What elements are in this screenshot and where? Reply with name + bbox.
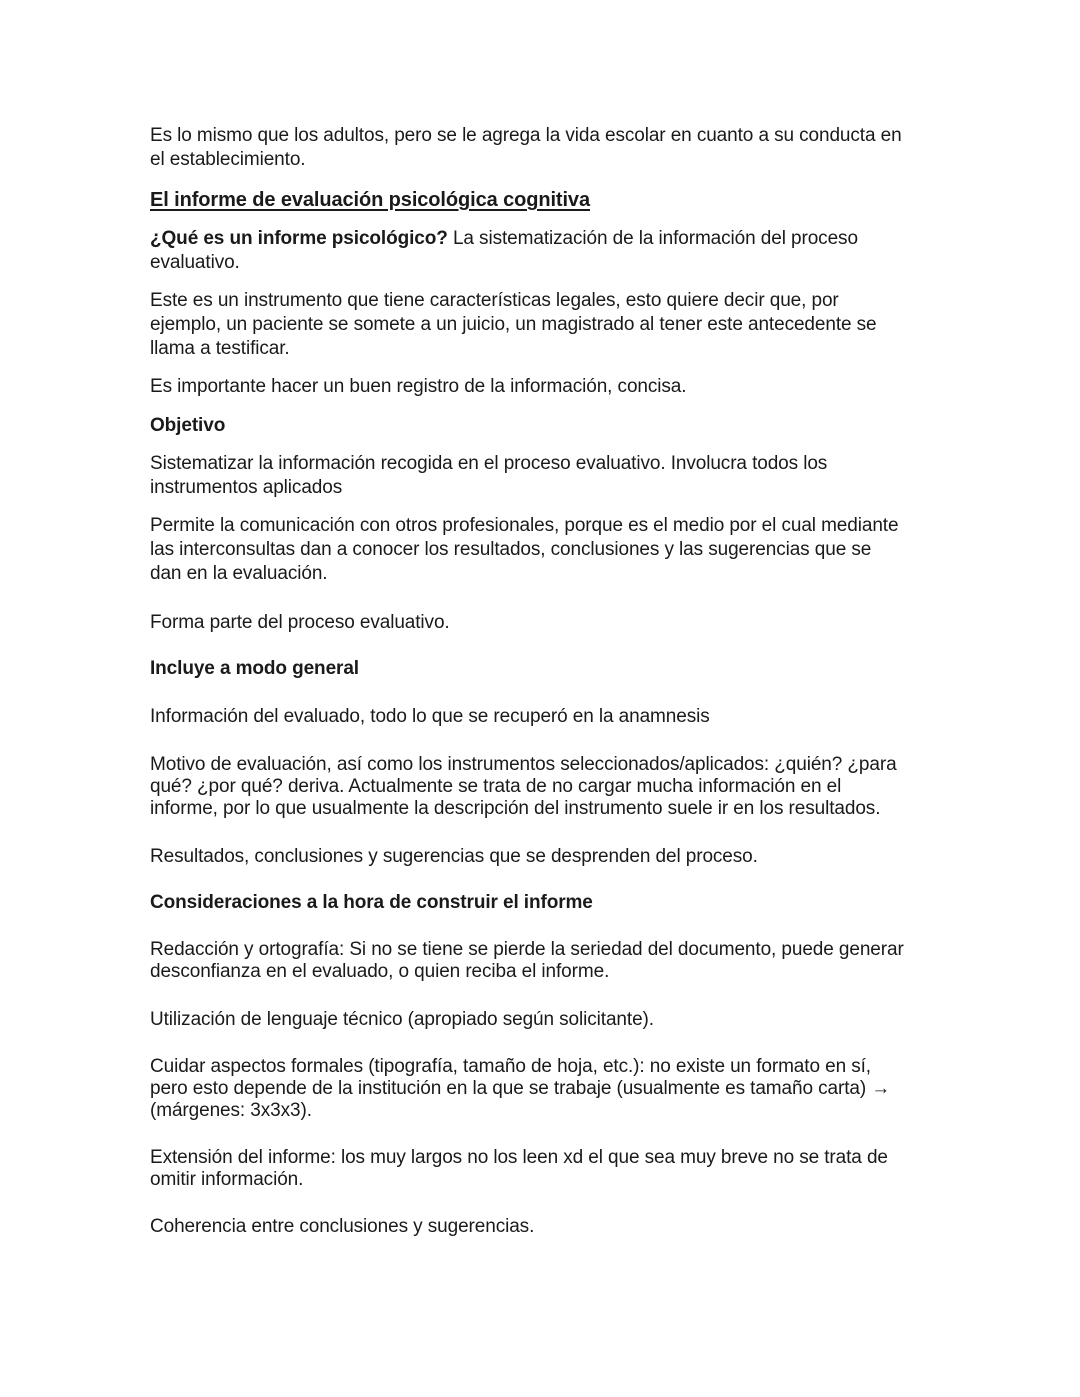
objetivo-heading: Objetivo (150, 415, 226, 436)
consideraciones-p2: Utilización de lenguaje técnico (apropiado según solicitante). (150, 1009, 654, 1030)
legal-line-1: Este es un instrumento que tiene características legales, esto quiere decir que, por (150, 290, 839, 311)
incluye-p2-line-1: Motivo de evaluación, así como los instrumentos seleccionados/aplicados: ¿quién? ¿para (150, 754, 897, 775)
intro-line-1: Es lo mismo que los adultos, pero se le agrega la vida escolar en cuanto a su conducta en (150, 125, 902, 146)
incluye-heading: Incluye a modo general (150, 658, 359, 679)
legal-line-2: ejemplo, un paciente se somete a un juicio, un magistrado al tener este antecedente se (150, 314, 877, 335)
objetivo-p2-line-1: Permite la comunicación con otros profesionales, porque es el medio por el cual mediante (150, 515, 899, 536)
definition-answer: La sistematización de la información del proceso (447, 228, 858, 249)
consideraciones-p5: Coherencia entre conclusiones y sugerencias. (150, 1216, 535, 1237)
definition-question: ¿Qué es un informe psicológico? (150, 228, 448, 249)
objetivo-p2-line-3: dan en la evaluación. (150, 563, 328, 584)
section-title: El informe de evaluación psicológica cognitiva (150, 189, 590, 211)
consideraciones-p4-line-2: omitir información. (150, 1169, 304, 1190)
intro-line-2: el establecimiento. (150, 149, 306, 170)
consideraciones-heading: Consideraciones a la hora de construir el informe (150, 892, 593, 913)
consideraciones-p4-line-1: Extensión del informe: los muy largos no los leen xd el que sea muy breve no se trata de (150, 1147, 888, 1168)
objetivo-p3: Forma parte del proceso evaluativo. (150, 612, 450, 633)
incluye-p3: Resultados, conclusiones y sugerencias que se desprenden del proceso. (150, 846, 758, 867)
definition-line-2: evaluativo. (150, 252, 240, 273)
definition-line-1 (150, 227, 858, 251)
objetivo-p1-line-2: instrumentos aplicados (150, 477, 343, 498)
incluye-p2-line-2: qué? ¿por qué? deriva. Actualmente se trata de no cargar mucha información en el (150, 776, 842, 797)
consideraciones-p3-line-2: pero esto depende de la institución en la que se trabaje (usualmente es tamaño carta) → (150, 1078, 891, 1099)
incluye-p2-line-3: informe, por lo que usualmente la descripción del instrumento suele ir en los resultados. (150, 798, 881, 819)
objetivo-p2-line-2: las interconsultas dan a conocer los resultados, conclusiones y las sugerencias que se (150, 539, 872, 560)
consideraciones-p3-line-1: Cuidar aspectos formales (tipografía, tamaño de hoja, etc.): no existe un formato en sí, (150, 1056, 871, 1077)
consideraciones-p1-line-2: desconfianza en el evaluado, o quien reciba el informe. (150, 961, 610, 982)
incluye-p1: Información del evaluado, todo lo que se recuperó en la anamnesis (150, 706, 710, 727)
consideraciones-p3-line-3: (márgenes: 3x3x3). (150, 1100, 312, 1121)
legal-line-3: llama a testificar. (150, 338, 290, 359)
consideraciones-p1-line-1: Redacción y ortografía: Si no se tiene se pierde la seriedad del documento, puede generar (150, 939, 904, 960)
registro-paragraph: Es importante hacer un buen registro de la información, concisa. (150, 376, 687, 397)
objetivo-p1-line-1: Sistematizar la información recogida en el proceso evaluativo. Involucra todos los (150, 453, 828, 474)
